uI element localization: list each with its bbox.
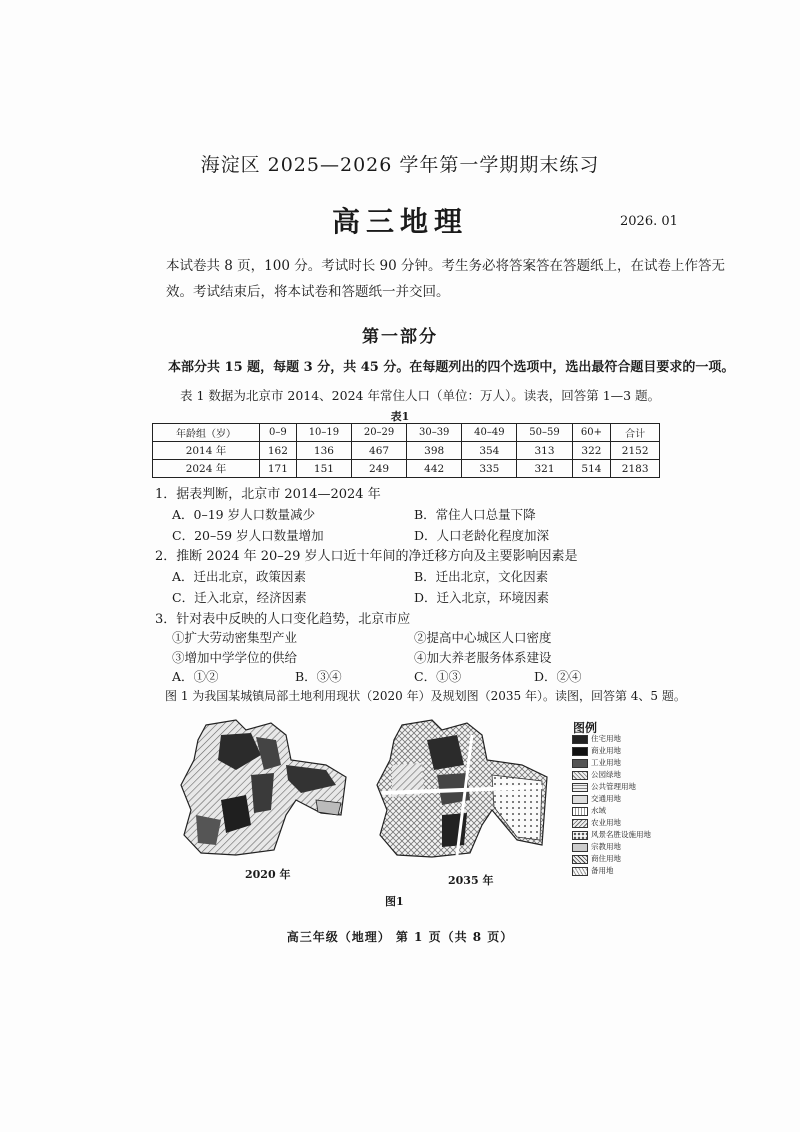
legend-title: 图例 <box>573 721 598 735</box>
question-3-option-a: A．①② <box>172 669 219 684</box>
table-cell: 136 <box>296 442 351 460</box>
legend-swatch <box>572 807 588 816</box>
legend-swatch <box>572 867 588 876</box>
question-2-option-b: B．迁出北京，文化因素 <box>414 569 549 584</box>
legend-item <box>572 830 651 840</box>
table-cell: 249 <box>351 460 406 478</box>
legend-swatch <box>572 855 588 864</box>
table-cell: 442 <box>407 460 462 478</box>
table-header-cell: 10–19 <box>296 424 351 442</box>
legend-item <box>572 734 621 744</box>
legend-item <box>572 746 621 756</box>
legend-label: 工业用地 <box>591 758 621 767</box>
legend-item <box>572 782 636 792</box>
legend-label: 公园绿地 <box>591 770 621 779</box>
legend-label: 商业用地 <box>591 746 621 755</box>
legend-label: 住宅用地 <box>591 734 621 743</box>
legend-swatch <box>572 795 588 804</box>
table-cell: 335 <box>462 460 517 478</box>
table-caption: 表1 <box>390 410 410 423</box>
table-row <box>153 460 660 478</box>
question-3-option-d: D．②④ <box>534 669 582 684</box>
land-use-map-2020 <box>176 715 356 865</box>
legend-swatch <box>572 735 588 744</box>
map-label-2035: 2035 年 <box>448 874 494 887</box>
part-description: 本部分共 15 题，每题 3 分，共 45 分。在每题列出的四个选项中，选出最符合题目要求的一项。 <box>168 360 735 375</box>
question-3-item-1: ①扩大劳动密集型产业 <box>172 630 298 645</box>
question-3-item-2: ②提高中心城区人口密度 <box>414 630 552 645</box>
table-header-cell: 0–9 <box>259 424 296 442</box>
land-use-map-2035 <box>372 715 552 865</box>
question-1-option-d: D．人口老龄化程度加深 <box>414 528 550 543</box>
table-cell: 321 <box>517 460 572 478</box>
table-header-cell: 40–49 <box>462 424 517 442</box>
table-cell: 171 <box>259 460 296 478</box>
legend-label: 宗教用地 <box>591 842 621 851</box>
legend-item <box>572 842 621 852</box>
figure-caption: 图1 <box>385 895 404 908</box>
legend-swatch <box>572 843 588 852</box>
legend-item <box>572 866 614 876</box>
subject-title: 高三地理 <box>331 205 468 238</box>
table-cell: 2183 <box>611 460 660 478</box>
table-header-cell: 20–29 <box>351 424 406 442</box>
population-table <box>152 423 660 478</box>
table-header-cell: 60+ <box>572 424 611 442</box>
question-2-option-a: A．迁出北京，政策因素 <box>172 569 307 584</box>
legend-label: 水域 <box>591 806 606 815</box>
legend-item <box>572 794 621 804</box>
question-3-item-3: ③增加中学学位的供给 <box>172 650 298 665</box>
legend-swatch <box>572 831 588 840</box>
legend-item <box>572 806 606 816</box>
question-3-stem: 3．针对表中反映的人口变化趋势，北京市应 <box>155 612 411 627</box>
map-label-2020: 2020 年 <box>245 868 291 881</box>
legend-label: 商住用地 <box>591 854 621 863</box>
instructions-line-1: 本试卷共 8 页，100 分。考试时长 90 分钟。考生务必将答案答在答题纸上，在试卷上作答无 <box>166 258 725 274</box>
table-header-cell: 50–59 <box>517 424 572 442</box>
legend-label: 交通用地 <box>591 794 621 803</box>
legend-item <box>572 854 621 864</box>
question-3-option-c: C．①③ <box>414 669 462 684</box>
table-cell: 313 <box>517 442 572 460</box>
question-1-option-b: B．常住人口总量下降 <box>414 507 536 522</box>
question-1-stem: 1．据表判断，北京市 2014—2024 年 <box>155 487 381 502</box>
table-row <box>153 442 660 460</box>
table-header-cell: 30–39 <box>407 424 462 442</box>
legend-swatch <box>572 759 588 768</box>
legend-label: 风景名胜设施用地 <box>591 830 651 839</box>
table-header-row <box>153 424 660 442</box>
table-cell: 2152 <box>611 442 660 460</box>
table-cell: 354 <box>462 442 517 460</box>
legend-label: 备用地 <box>591 866 614 875</box>
exam-title: 海淀区 2025—2026 学年第一学期期末练习 <box>200 154 600 176</box>
table-cell: 2014 年 <box>153 442 260 460</box>
legend-item <box>572 758 621 768</box>
figure-intro: 图 1 为我国某城镇局部土地利用现状（2020 年）及规划图（2035 年）。读图，回答第 4、5 题。 <box>165 689 686 703</box>
legend-item <box>572 770 621 780</box>
legend-label: 公共管理用地 <box>591 782 636 791</box>
table-cell: 2024 年 <box>153 460 260 478</box>
legend-swatch <box>572 819 588 828</box>
legend-swatch <box>572 771 588 780</box>
question-3-option-b: B．③④ <box>295 669 342 684</box>
page-footer: 高三年级（地理） 第 1 页（共 8 页） <box>286 930 514 944</box>
table-cell: 467 <box>351 442 406 460</box>
legend-item <box>572 818 621 828</box>
question-1-option-a: A．0–19 岁人口数量减少 <box>172 507 316 522</box>
table-cell: 398 <box>407 442 462 460</box>
exam-date: 2026. 01 <box>620 214 678 229</box>
instructions-line-2: 效。考试结束后，将本试卷和答题纸一并交回。 <box>166 284 450 300</box>
question-2-option-c: C．迁入北京，经济因素 <box>172 590 307 605</box>
legend-swatch <box>572 783 588 792</box>
table-cell: 162 <box>259 442 296 460</box>
question-2-option-d: D．迁入北京，环境因素 <box>414 590 550 605</box>
table-cell: 151 <box>296 460 351 478</box>
question-2-stem: 2．推断 2024 年 20–29 岁人口近十年间的净迁移方向及主要影响因素是 <box>155 549 578 564</box>
table-intro: 表 1 数据为北京市 2014、2024 年常住人口（单位：万人）。读表，回答第 1—3 题。 <box>180 388 661 403</box>
table-cell: 514 <box>572 460 611 478</box>
part-title: 第一部分 <box>362 327 438 347</box>
legend-label: 农业用地 <box>591 818 621 827</box>
table-cell: 322 <box>572 442 611 460</box>
question-1-option-c: C．20–59 岁人口数量增加 <box>172 528 324 543</box>
question-3-item-4: ④加大养老服务体系建设 <box>414 650 552 665</box>
legend-swatch <box>572 747 588 756</box>
table-header-cell: 年龄组（岁） <box>153 424 260 442</box>
table-header-cell: 合计 <box>611 424 660 442</box>
